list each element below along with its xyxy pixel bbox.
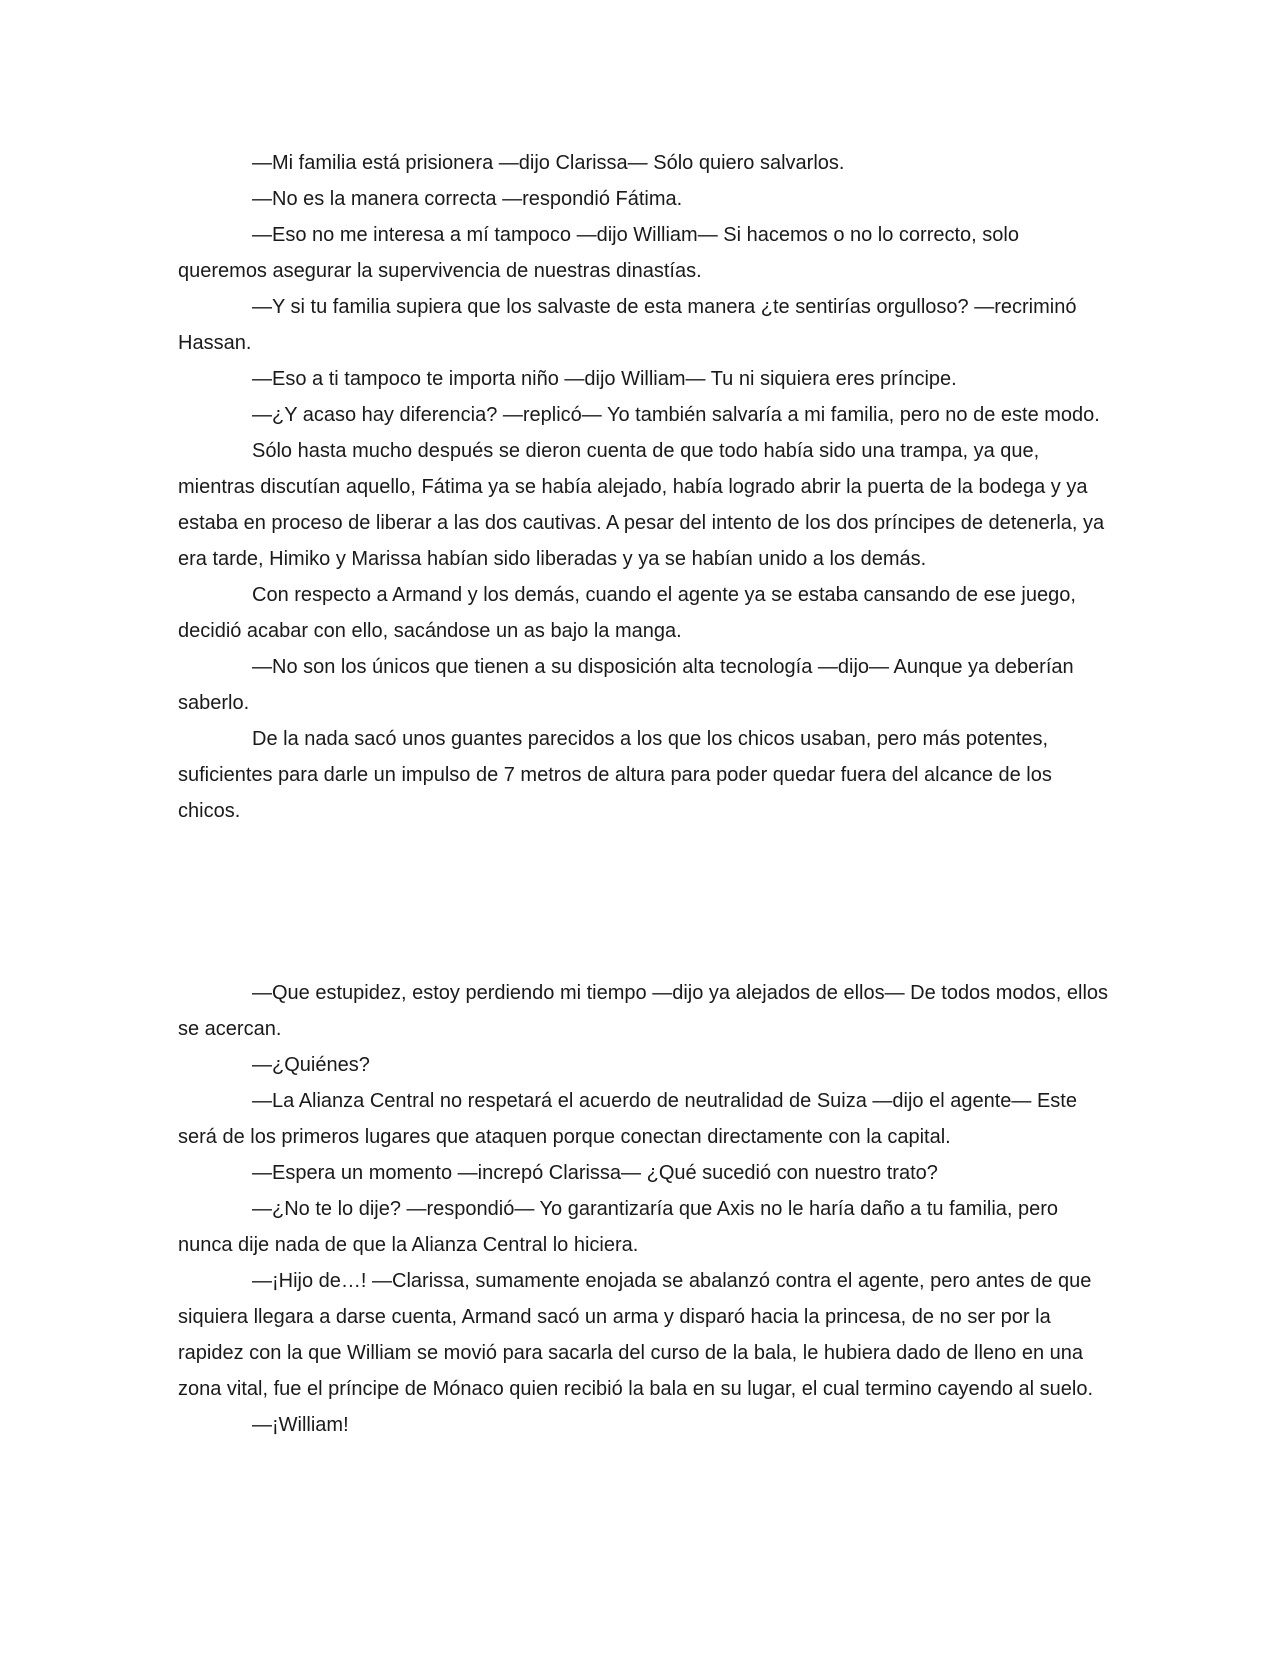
paragraph: De la nada sacó unos guantes parecidos a los que los chicos usaban, pero más potentes, suficientes para darle un impulso de 7 metros de altura para poder quedar fuera del alcance de los chicos. <box>178 728 1052 822</box>
paragraph: —¿No te lo dije? —respondió— Yo garantizaría que Axis no le haría daño a tu familia, pero nunca dije nada de que la Alianza Central lo hiciera. <box>178 1198 1059 1256</box>
paragraph: Con respecto a Armand y los demás, cuando el agente ya se estaba cansando de ese juego, decidió acabar con ello, sacándose un as bajo la manga. <box>178 584 1076 642</box>
paragraph: —Y si tu familia supiera que los salvaste de esta manera ¿te sentirías orgulloso? —recriminó Hassan. <box>178 296 1077 354</box>
paragraph: —Eso no me interesa a mí tampoco —dijo William— Si hacemos o no lo correcto, solo queremos asegurar la supervivencia de nuestras dinastías. <box>178 224 1019 282</box>
paragraph: —¡Hijo de…! —Clarissa, sumamente enojada se abalanzó contra el agente, pero antes de que siquiera llegara a darse cuenta, Armand sacó un arma y disparó hacia la princesa, de no ser por la rapidez con la que William se movió para sacarla del curso de la bala, le hubiera dado de lleno en una zona vital, fue el príncipe de Mónaco quien recibió la bala en su lugar, el cual termino cayendo al suelo. <box>178 1270 1094 1400</box>
paragraph: —¡William! <box>252 1414 349 1436</box>
paragraph: —Espera un momento —increpó Clarissa— ¿Qué sucedió con nuestro trato? <box>252 1162 938 1184</box>
paragraph: —¿Y acaso hay diferencia? —replicó— Yo también salvaría a mi familia, pero no de este modo. <box>252 404 1100 426</box>
paragraph: —La Alianza Central no respetará el acuerdo de neutralidad de Suiza —dijo el agente— Este será de los primeros lugares que ataquen porque conectan directamente con la capital. <box>178 1090 1077 1148</box>
text-section-1 <box>178 145 1108 829</box>
paragraph: —Que estupidez, estoy perdiendo mi tiempo —dijo ya alejados de ellos— De todos modos, ellos se acercan. <box>178 982 1109 1040</box>
paragraph: —¿Quiénes? <box>252 1054 370 1076</box>
paragraph: —No son los únicos que tienen a su disposición alta tecnología —dijo— Aunque ya deberían saberlo. <box>178 656 1074 714</box>
paragraph: Sólo hasta mucho después se dieron cuenta de que todo había sido una trampa, ya que, mientras discutían aquello, Fátima ya se había alejado, había logrado abrir la puerta de la bodega y ya estaba en proceso de liberar a las dos cautivas. A pesar del intento de los dos príncipes de detenerla, ya era tarde, Himiko y Marissa habían sido liberadas y ya se habían unido a los demás. <box>178 440 1105 570</box>
paragraph: —No es la manera correcta —respondió Fátima. <box>252 188 683 210</box>
text-section-2 <box>178 975 1108 1443</box>
paragraph: —Eso a ti tampoco te importa niño —dijo William— Tu ni siquiera eres príncipe. <box>252 368 957 390</box>
paragraph: —Mi familia está prisionera —dijo Clarissa— Sólo quiero salvarlos. <box>252 152 845 174</box>
